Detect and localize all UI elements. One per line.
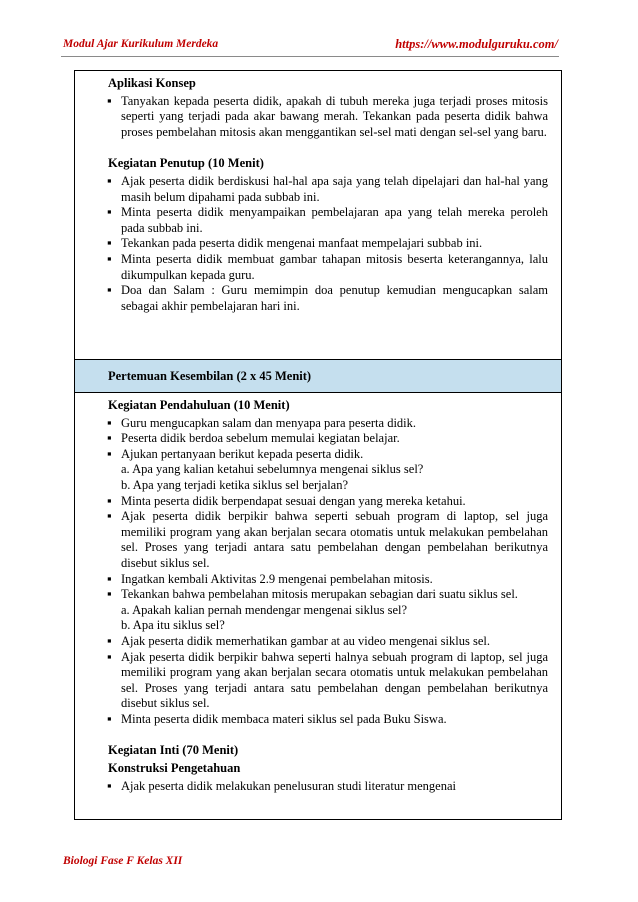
- list-item: ▪ Ajak peserta didik berpikir bahwa seperti halnya sebuah program di laptop, sel juga memiliki program yang akan berjalan secara otomatis untuk melakukan pembelahan sel. Proses yang terjadi antara satu pembelahan dengan pembelahan berikutnya disebut siklus sel.: [108, 650, 548, 712]
- list-item: [108, 587, 548, 634]
- introduction-activity-list: [108, 416, 548, 728]
- header-website-link[interactable]: https://www.modulguruku.com/: [395, 37, 558, 51]
- list-item-text: ▪ Ajukan pertanyaan berikut kepada peserta didik.: [121, 446, 364, 461]
- header-divider: [61, 56, 559, 57]
- list-item: ▪ Minta peserta didik membuat gambar tahapan mitosis beserta keterangannya, lalu dikumpulkan kepada guru.: [108, 252, 548, 283]
- list-item: ▪ Peserta didik berdoa sebelum memulai kegiatan belajar.: [108, 431, 548, 447]
- closing-section-content: [108, 76, 548, 314]
- header-module-title: Modul Ajar Kurikulum Merdeka: [63, 38, 219, 50]
- application-concept-list: [108, 94, 548, 141]
- list-item: ▪ Minta peserta didik membaca materi siklus sel pada Buku Siswa.: [108, 712, 548, 728]
- list-item: ▪ Ajak peserta didik berpikir bahwa seperti sebuah program di laptop, sel juga memiliki program yang akan berjalan secara otomatis untuk melakukan pembelahan sel. Proses yang terjadi antara satu pembelahan dengan pembelahan berikutnya disebut siklus sel.: [108, 509, 548, 571]
- core-activity-heading: Kegiatan Inti (70 Menit): [108, 743, 239, 758]
- question-a: a. Apa yang kalian ketahui sebelumnya mengenai siklus sel?: [121, 462, 424, 477]
- list-item: [108, 447, 548, 494]
- list-item: ▪ Ajak peserta didik berdiskusi hal-hal apa saja yang telah dipelajari dan hal-hal yang masih belum dipahami pada subbab ini.: [108, 174, 548, 205]
- list-item-text: ▪ Tekankan bahwa pembelahan mitosis merupakan sebagian dari suatu siklus sel.: [121, 587, 518, 602]
- list-item: ▪ Tekankan pada peserta didik mengenai manfaat mempelajari subbab ini.: [108, 236, 548, 252]
- application-concept-heading: Aplikasi Konsep: [108, 76, 196, 90]
- closing-activity-list: [108, 174, 548, 314]
- footer-subject: Biologi Fase F Kelas XII: [63, 855, 183, 867]
- list-item: ▪ Minta peserta didik menyampaikan pembelajaran apa yang telah mereka peroleh pada subbab ini.: [108, 205, 548, 236]
- list-item: ▪ Doa dan Salam : Guru memimpin doa penutup kemudian mengucapkan salam sebagai akhir pembelajaran hari ini.: [108, 283, 548, 314]
- list-item: ▪ Ingatkan kembali Aktivitas 2.9 mengenai pembelahan mitosis.: [108, 572, 548, 588]
- list-item: ▪ Minta peserta didik berpendapat sesuai dengan yang mereka ketahui.: [108, 494, 548, 510]
- list-item: ▪ Ajak peserta didik melakukan penelusuran studi literatur mengenai: [108, 779, 548, 795]
- question-b: b. Apa yang terjadi ketika siklus sel berjalan?: [121, 477, 349, 492]
- question-a: a. Apakah kalian pernah mendengar mengenai siklus sel?: [121, 602, 408, 617]
- meeting-nine-title: Pertemuan Kesembilan (2 x 45 Menit): [108, 369, 312, 383]
- question-b: b. Apa itu siklus sel?: [121, 618, 225, 633]
- list-item: ▪ Tanyakan kepada peserta didik, apakah di tubuh mereka juga terjadi proses mitosis seperti yang terjadi pada akar bawang merah. Tekankan pada peserta didik bahwa proses pembelahan mitosis akan menggantikan sel-sel mati dengan sel-sel yang baru.: [108, 94, 548, 141]
- knowledge-construction-heading: Konstruksi Pengetahuan: [108, 761, 241, 776]
- closing-activity-heading: Kegiatan Penutup (10 Menit): [108, 156, 264, 171]
- meeting-nine-content: [108, 398, 548, 794]
- list-item: ▪ Guru mengucapkan salam dan menyapa para peserta didik.: [108, 416, 548, 432]
- introduction-activity-heading: Kegiatan Pendahuluan (10 Menit): [108, 398, 290, 412]
- knowledge-construction-list: [108, 779, 548, 795]
- list-item: ▪ Ajak peserta didik memerhatikan gambar at au video mengenai siklus sel.: [108, 634, 548, 650]
